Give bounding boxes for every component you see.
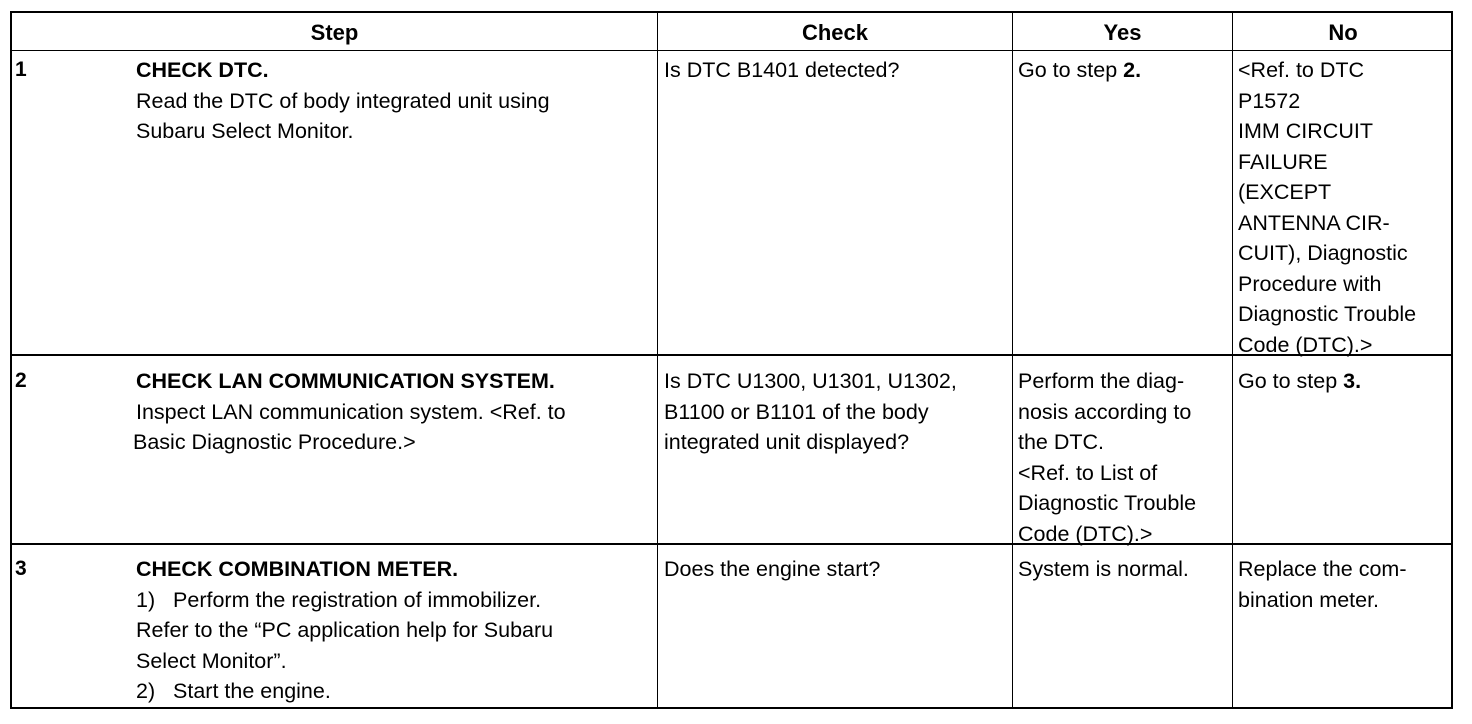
step-title: CHECK LAN COMMUNICATION SYSTEM. — [136, 369, 555, 393]
yes-text: Go to step — [1018, 58, 1124, 82]
step-line: Inspect LAN communication system. <Ref. to — [136, 399, 566, 424]
no-line: P1572 — [1238, 88, 1301, 113]
header-step: Step — [310, 20, 359, 45]
no-cell — [1238, 554, 1407, 615]
step-line: Basic Diagnostic Procedure.> — [133, 430, 416, 454]
yes-line: Perform the diag- — [1018, 369, 1185, 393]
step-ref: 3. — [1343, 369, 1362, 393]
no-line: Procedure with — [1238, 271, 1382, 296]
diagnostic-table — [10, 11, 1453, 709]
no-line: CUIT), Diagnostic — [1238, 241, 1408, 265]
step-title: CHECK COMBINATION METER. — [136, 557, 459, 581]
no-text: Go to step — [1238, 369, 1344, 393]
step-line: Select Monitor”. — [136, 648, 287, 673]
yes-line: Code (DTC).> — [1018, 521, 1153, 546]
column-divider — [657, 13, 658, 707]
step-line: 2) Start the engine. — [136, 679, 331, 703]
row-divider — [12, 354, 1451, 356]
no-line: ANTENNA CIR- — [1238, 210, 1390, 235]
no-line: Code (DTC).> — [1238, 332, 1373, 357]
check-cell — [664, 366, 957, 458]
step-line: Subaru Select Monitor. — [136, 119, 354, 143]
yes-line: <Ref. to List of — [1018, 460, 1158, 485]
step-cell — [133, 366, 566, 458]
step-line: Read the DTC of body integrated unit using — [136, 88, 550, 113]
yes-line: Diagnostic Trouble — [1018, 491, 1197, 515]
check-line: Is DTC U1300, U1301, U1302, — [664, 369, 957, 393]
yes-line: System is normal. — [1018, 557, 1189, 581]
step-line: 1) Perform the registration of immobilizer. — [136, 587, 542, 612]
yes-line: the DTC. — [1018, 430, 1105, 454]
header-check: Check — [801, 20, 869, 45]
no-line: Diagnostic Trouble — [1238, 302, 1417, 326]
header-yes: Yes — [1103, 20, 1142, 45]
no-cell — [1238, 366, 1361, 397]
step-number: 3 — [15, 557, 27, 580]
step-cell — [136, 55, 550, 147]
no-cell — [1238, 55, 1416, 360]
check-line: Does the engine start? — [664, 557, 881, 581]
step-number: 2 — [15, 369, 27, 392]
yes-cell — [1018, 554, 1189, 585]
step-cell — [136, 554, 553, 707]
check-cell — [664, 55, 899, 86]
step-ref: 2. — [1123, 58, 1142, 82]
check-line: B1100 or B1101 of the body — [664, 399, 929, 424]
row-divider — [12, 543, 1451, 545]
step-title: CHECK DTC. — [136, 58, 269, 82]
column-divider — [1232, 13, 1233, 707]
no-line: <Ref. to DTC — [1238, 58, 1365, 82]
check-line: integrated unit displayed? — [664, 430, 910, 454]
yes-line: nosis according to — [1018, 399, 1192, 424]
step-line: Refer to the “PC application help for Subaru — [136, 618, 554, 642]
no-line: (EXCEPT — [1238, 180, 1332, 204]
check-cell — [664, 554, 880, 585]
header-no: No — [1328, 20, 1358, 45]
check-line: Is DTC B1401 detected? — [664, 58, 900, 82]
yes-cell — [1018, 366, 1196, 549]
no-line: IMM CIRCUIT — [1238, 119, 1373, 143]
yes-cell — [1018, 55, 1141, 86]
no-line: FAILURE — [1238, 149, 1328, 174]
no-line: bination meter. — [1238, 587, 1380, 612]
step-number: 1 — [15, 58, 27, 81]
column-divider — [1012, 13, 1013, 707]
no-line: Replace the com- — [1238, 557, 1407, 581]
